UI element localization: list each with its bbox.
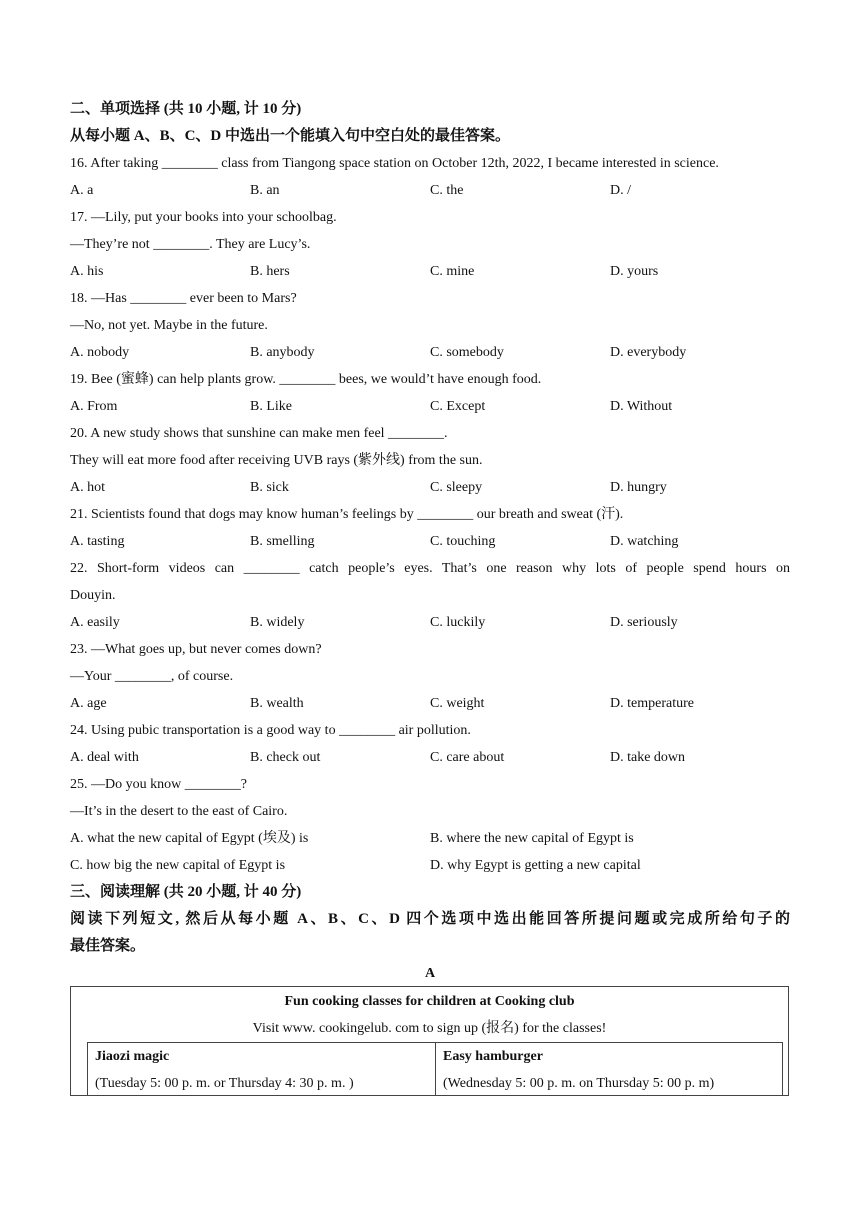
answer-option: D. hungry [610, 480, 667, 495]
answer-option: B. anybody [250, 345, 315, 360]
answer-option: A. hot [70, 480, 105, 495]
question-22-line: 22. Short-form videos can ________ catch people’s eyes. That’s one reason why lots of people spend hours on [70, 561, 790, 576]
answer-option: D. temperature [610, 696, 694, 711]
answer-option: C. how big the new capital of Egypt is [70, 858, 286, 873]
answer-option: D. everybody [610, 345, 687, 360]
question-25-options [70, 852, 790, 879]
answer-option: A. nobody [70, 345, 130, 360]
class-cell-jiaozi [88, 1043, 435, 1096]
question-18-options [70, 339, 790, 366]
question-18-line: —No, not yet. Maybe in the future. [70, 318, 268, 333]
question-25-line: —It’s in the desert to the east of Cairo. [70, 804, 288, 819]
question-17-options [70, 258, 790, 285]
answer-option: A. deal with [70, 750, 139, 765]
answer-option: A. easily [70, 615, 120, 630]
answer-option: B. smelling [250, 534, 315, 549]
answer-option: C. touching [430, 534, 496, 549]
question-24-line: 24. Using pubic transportation is a good way to ________ air pollution. [70, 723, 471, 738]
answer-option: D. / [610, 183, 631, 198]
question-20-options [70, 474, 790, 501]
cooking-notice [70, 986, 789, 1096]
question-17-line: —They’re not ________. They are Lucy’s. [70, 237, 311, 252]
class-name: Easy hamburger [443, 1049, 543, 1064]
answer-option: B. Like [250, 399, 292, 414]
notice-title: Fun cooking classes for children at Cooking club [284, 994, 575, 1009]
answer-option: C. weight [430, 696, 485, 711]
section3-instruction-line1: 阅读下列短文, 然后从每小题 A、B、C、D 四个选项中选出能回答所提问题或完成所给句子的 [70, 911, 790, 927]
section2-instruction: 从每小题 A、B、C、D 中选出一个能填入句中空白处的最佳答案。 [70, 128, 511, 144]
answer-option: C. somebody [430, 345, 504, 360]
answer-option: B. where the new capital of Egypt is [430, 831, 634, 846]
answer-option: B. check out [250, 750, 321, 765]
question-23-options [70, 690, 790, 717]
question-22-options [70, 609, 790, 636]
section3-heading: 三、阅读理解 (共 20 小题, 计 40 分) [70, 884, 302, 900]
answer-option: A. From [70, 399, 118, 414]
answer-option: C. care about [430, 750, 505, 765]
question-16-line: 16. After taking ________ class from Tiangong space station on October 12th, 2022, I became interested in science. [70, 156, 719, 171]
answer-option: C. luckily [430, 615, 486, 630]
answer-option: A. age [70, 696, 107, 711]
answer-option: C. sleepy [430, 480, 483, 495]
answer-option: A. his [70, 264, 104, 279]
answer-option: B. sick [250, 480, 289, 495]
section2-heading: 二、单项选择 (共 10 小题, 计 10 分) [70, 101, 302, 117]
answer-option: A. tasting [70, 534, 125, 549]
answer-option: D. Without [610, 399, 673, 414]
question-18-line: 18. —Has ________ ever been to Mars? [70, 291, 297, 306]
exam-page [70, 96, 790, 986]
answer-option: A. what the new capital of Egypt (埃及) is [70, 831, 309, 846]
question-25-line: 25. —Do you know ________? [70, 777, 247, 792]
answer-option: B. wealth [250, 696, 304, 711]
class-time: (Wednesday 5: 00 p. m. on Thursday 5: 00 p. m) [443, 1076, 715, 1091]
answer-option: D. why Egypt is getting a new capital [430, 858, 641, 873]
answer-option: B. hers [250, 264, 290, 279]
question-23-line: —Your ________, of course. [70, 669, 234, 684]
question-17-line: 17. —Lily, put your books into your schoolbag. [70, 210, 337, 225]
question-20-line: They will eat more food after receiving UVB rays (紫外线) from the sun. [70, 453, 483, 468]
section3-instruction-line2: 最佳答案。 [70, 938, 146, 954]
answer-option: D. watching [610, 534, 679, 549]
question-21-line: 21. Scientists found that dogs may know human’s feelings by ________ our breath and sweat (汗). [70, 507, 624, 522]
answer-option: C. mine [430, 264, 475, 279]
question-19-line: 19. Bee (蜜蜂) can help plants grow. ________ bees, we would’t have enough food. [70, 372, 542, 387]
class-name: Jiaozi magic [95, 1049, 170, 1064]
answer-option: D. yours [610, 264, 659, 279]
question-19-options [70, 393, 790, 420]
class-time: (Tuesday 5: 00 p. m. or Thursday 4: 30 p. m. ) [95, 1076, 354, 1091]
class-cell-hamburger [435, 1043, 782, 1096]
question-25-options [70, 825, 790, 852]
question-23-line: 23. —What goes up, but never comes down? [70, 642, 322, 657]
class-table [87, 1042, 783, 1096]
answer-option: B. widely [250, 615, 305, 630]
notice-subtitle: Visit www. cookingelub. com to sign up (报名) for the classes! [252, 1021, 607, 1036]
question-16-options [70, 177, 790, 204]
question-21-options [70, 528, 790, 555]
answer-option: C. Except [430, 399, 486, 414]
answer-option: B. an [250, 183, 280, 198]
question-22-line: Douyin. [70, 588, 116, 603]
answer-option: A. a [70, 183, 94, 198]
question-24-options [70, 744, 790, 771]
answer-option: D. seriously [610, 615, 678, 630]
question-list [70, 150, 790, 879]
answer-option: D. take down [610, 750, 686, 765]
passage-label: A [424, 966, 436, 981]
answer-option: C. the [430, 183, 464, 198]
question-20-line: 20. A new study shows that sunshine can make men feel ________. [70, 426, 448, 441]
